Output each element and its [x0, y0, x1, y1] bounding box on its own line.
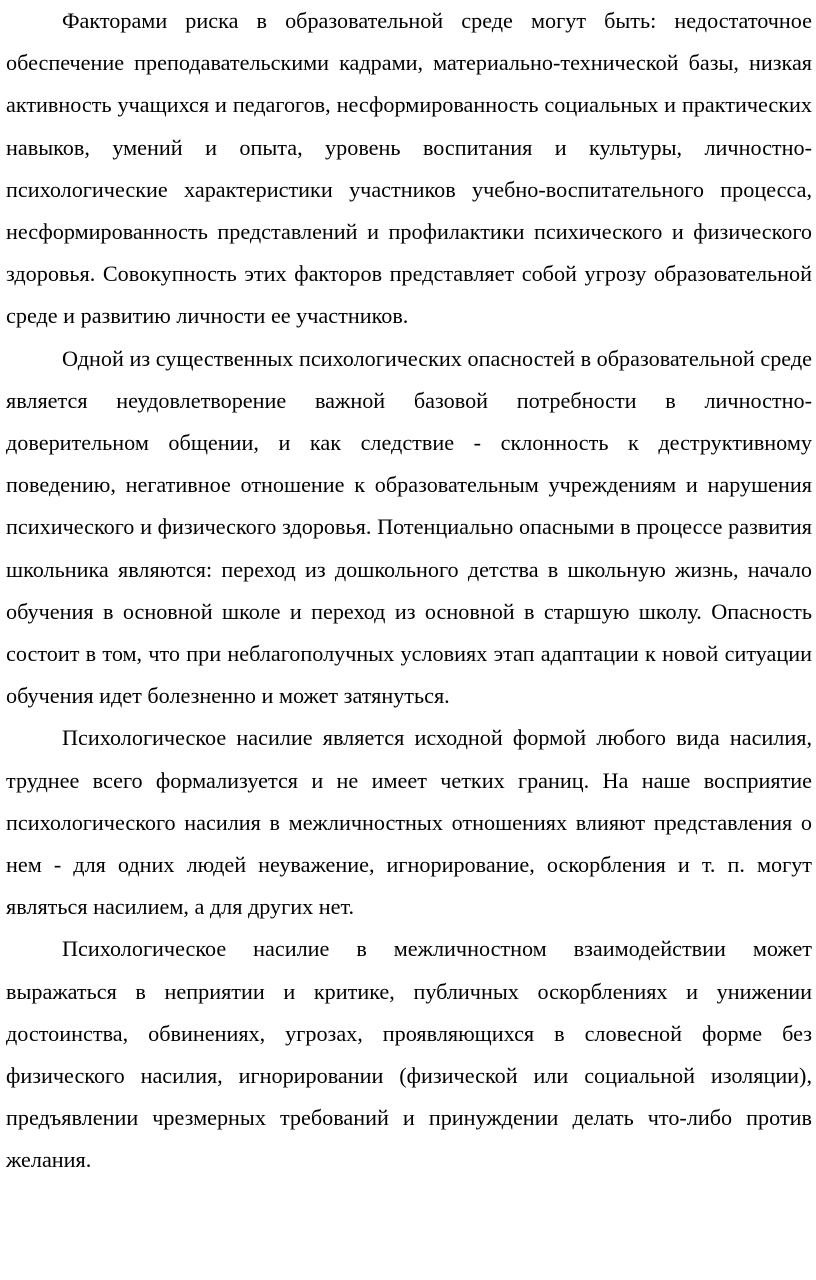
document-page [6, 0, 812, 1182]
paragraph-psychological-violence: Психологическое насилие является исходной формой любого вида насилия, труднее всего формализуется и не имеет четких границ. На наше восприятие психологического насилия в межличностных отношениях влияют представления о нем - для одних людей неуважение, игнорирование, оскорбления и т. п. могут являться насилием, а для других нет. [6, 725, 812, 920]
paragraph-risk-factors: Факторами риска в образовательной среде могут быть: недостаточное обеспечение преподавательскими кадрами, материально-технической базы, низкая активность учащихся и педагогов, несформированность социальных и практических навыков, умений и опыта, уровень воспитания и культуры, личностно-психологические характеристики участников учебно-воспитательного процесса, несформированность представлений и профилактики психического и физического здоровья. Совокупность этих факторов представляет собой угрозу образовательной среде и развитию личности ее участников. [6, 8, 812, 329]
paragraph-psychological-dangers: Одной из существенных психологических опасностей в образовательной среде является неудовлетворение важной базовой потребности в личностно-доверительном общении, и как следствие - склонность к деструктивному поведению, негативное отношение к образовательным учреждениям и нарушения психического и физического здоровья. Потенциально опасными в процессе развития школьника являются: переход из дошкольного детства в школьную жизнь, начало обучения в основной школе и переход из основной в старшую школу. Опасность состоит в том, что при неблагополучных условиях этап адаптации к новой ситуации обучения идет болезненно и может затянуться. [6, 345, 812, 709]
paragraph-interpersonal-violence: Психологическое насилие в межличностном взаимодействии может выражаться в неприятии и критике, публичных оскорблениях и унижении достоинства, обвинениях, угрозах, проявляющихся в словесной форме без физического насилия, игнорировании (физической или социальной изоляции), предъявлении чрезмерных требований и принуждении делать что-либо против желания. [6, 936, 812, 1173]
